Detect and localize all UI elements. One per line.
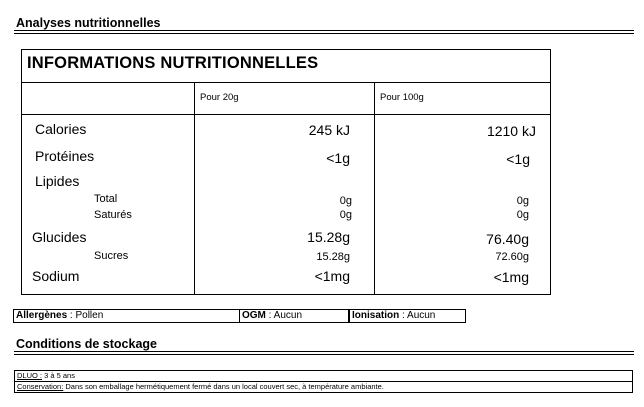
value-calories-100g: 1210 kJ xyxy=(486,123,536,139)
row-label-sodium: Sodium xyxy=(32,268,80,284)
analyses-heading: Analyses nutritionnelles xyxy=(16,16,161,30)
row-label-calories: Calories xyxy=(35,121,87,137)
value-glucides-20g: 15.28g xyxy=(307,229,350,245)
ogm-box xyxy=(239,309,349,323)
allergenes-value: : Pollen xyxy=(67,310,104,321)
conservation-line xyxy=(14,381,633,393)
value-satures-100g: 0g xyxy=(516,209,529,221)
conservation-value: Dans son emballage hermétiquement fermé dans un local couvert sec, à température ambiante. xyxy=(63,382,384,391)
table-divider xyxy=(22,82,550,83)
ionisation-label: Ionisation xyxy=(352,310,400,321)
column-divider xyxy=(374,82,375,294)
value-total-20g: 0g xyxy=(339,195,352,207)
conservation-label: Conservation: xyxy=(17,382,64,391)
value-glucides-100g: 76.40g xyxy=(486,231,529,247)
row-label-satures: Saturés xyxy=(94,209,132,221)
column-divider xyxy=(194,82,195,294)
ogm-value: : Aucun xyxy=(265,310,303,321)
allergenes-box xyxy=(13,309,240,323)
allergenes-label: Allergènes xyxy=(16,310,68,321)
ionisation-box xyxy=(349,309,466,323)
dluo-value: 3 à 5 ans xyxy=(42,371,75,380)
value-sodium-100g: <1mg xyxy=(493,269,529,285)
value-calories-20g: 245 kJ xyxy=(308,122,350,138)
column-header-20g: Pour 20g xyxy=(200,92,239,103)
ionisation-value: : Aucun xyxy=(399,310,436,321)
table-divider xyxy=(22,114,550,115)
row-label-proteines: Protéines xyxy=(35,148,95,164)
value-proteines-100g: <1g xyxy=(506,151,530,167)
row-label-lipides: Lipides xyxy=(35,173,80,189)
value-total-100g: 0g xyxy=(516,195,529,207)
row-label-glucides: Glucides xyxy=(32,229,87,245)
storage-heading: Conditions de stockage xyxy=(16,337,157,351)
row-label-sucres: Sucres xyxy=(94,250,129,262)
dluo-label: DLUO : xyxy=(17,371,43,380)
value-proteines-20g: <1g xyxy=(326,150,350,166)
storage-divider xyxy=(14,351,634,355)
value-sodium-20g: <1mg xyxy=(314,268,350,284)
analyses-divider xyxy=(14,30,634,34)
value-sucres-100g: 72.60g xyxy=(495,251,529,263)
value-satures-20g: 0g xyxy=(339,209,352,221)
value-sucres-20g: 15.28g xyxy=(316,251,350,263)
nutrition-title: INFORMATIONS NUTRITIONNELLES xyxy=(27,54,319,72)
column-header-100g: Pour 100g xyxy=(380,92,424,103)
ogm-label: OGM xyxy=(242,310,266,321)
nutrition-table xyxy=(21,49,551,295)
row-label-total: Total xyxy=(94,193,118,205)
